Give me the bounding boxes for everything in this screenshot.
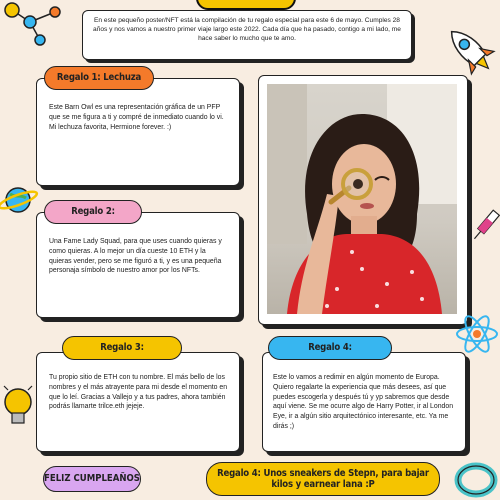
syringe-icon [472,205,500,245]
gift-2-description: Una Fame Lady Squad, para que uses cuando quieras y como quieras. A lo mejor un día cueste 10 ETH y la quieras vender, pero se me figuró a ti, y es una pequeña personaja símbolo de nuestro amor por los NFTs. [49,238,222,275]
ring-icon [452,456,500,500]
header-pill [196,0,296,10]
magnifying-glass-icon [329,162,389,222]
gift-card-3 [36,352,240,452]
gift-5-banner [206,462,440,496]
gift-2-title: Regalo 2: [44,200,142,224]
gift-3-title: Regalo 3: [62,336,182,360]
gift-4-title: Regalo 4: [268,336,392,360]
gift-4-description: Este lo vamos a redimir en algún momento de Europa. Quiero regalarte la experiencia que más desees, así que puedes escogerla y después tú y yp sabremos que desde aquí viene. Se me ocurre algo de Harry Potter, ir al London Eye, ir a algún sitio arquitectónico interesante, etc. Ya me dirás ;) [273,374,454,430]
gift-3-description: Tu propio sitio de ETH con tu nombre. El más bello de los nombres y el más atrayente para mi desde el momento en que lo leí. Gracias a Vallejo y a tus padres, ahora también podrás llamarte trilce.eth jejeje. [49,374,228,411]
lightbulb-icon [0,382,36,432]
intro-text: En este pequeño poster/NFT está la compilación de tu regalo especial para este 6 de mayo. Cumples 28 años y nos vamos a nuestro primer viaje largo este 2022. Cada día que ha pasado, contigo a mi lado, me hace saber lo mucho que te amo. [82,10,412,60]
atom-icon [455,312,500,357]
gift-5-line-1: Regalo 4: Unos sneakers de Stepn, para bajar [217,468,429,479]
portrait-photo [267,84,457,314]
gift-card-2 [36,212,240,318]
birthday-label: FELIZ CUMPLEAÑOS [43,466,141,492]
gift-1-title: Regalo 1: Lechuza [44,66,154,90]
gift-5-line-2: kilos y earnear lana :P [271,479,375,490]
molecule-icon [0,0,70,50]
gift-card-1 [36,78,240,186]
gift-1-description: Este Barn Owl es una representación gráfica de un PFP que se me figura a ti y compré de inmediato cuando lo vi. Mi lechuza favorita, Hermione forever. :) [49,104,224,131]
gift-card-4 [262,352,466,452]
planet-icon [0,180,40,220]
photo-card [258,75,468,325]
rocket-icon [440,20,500,80]
